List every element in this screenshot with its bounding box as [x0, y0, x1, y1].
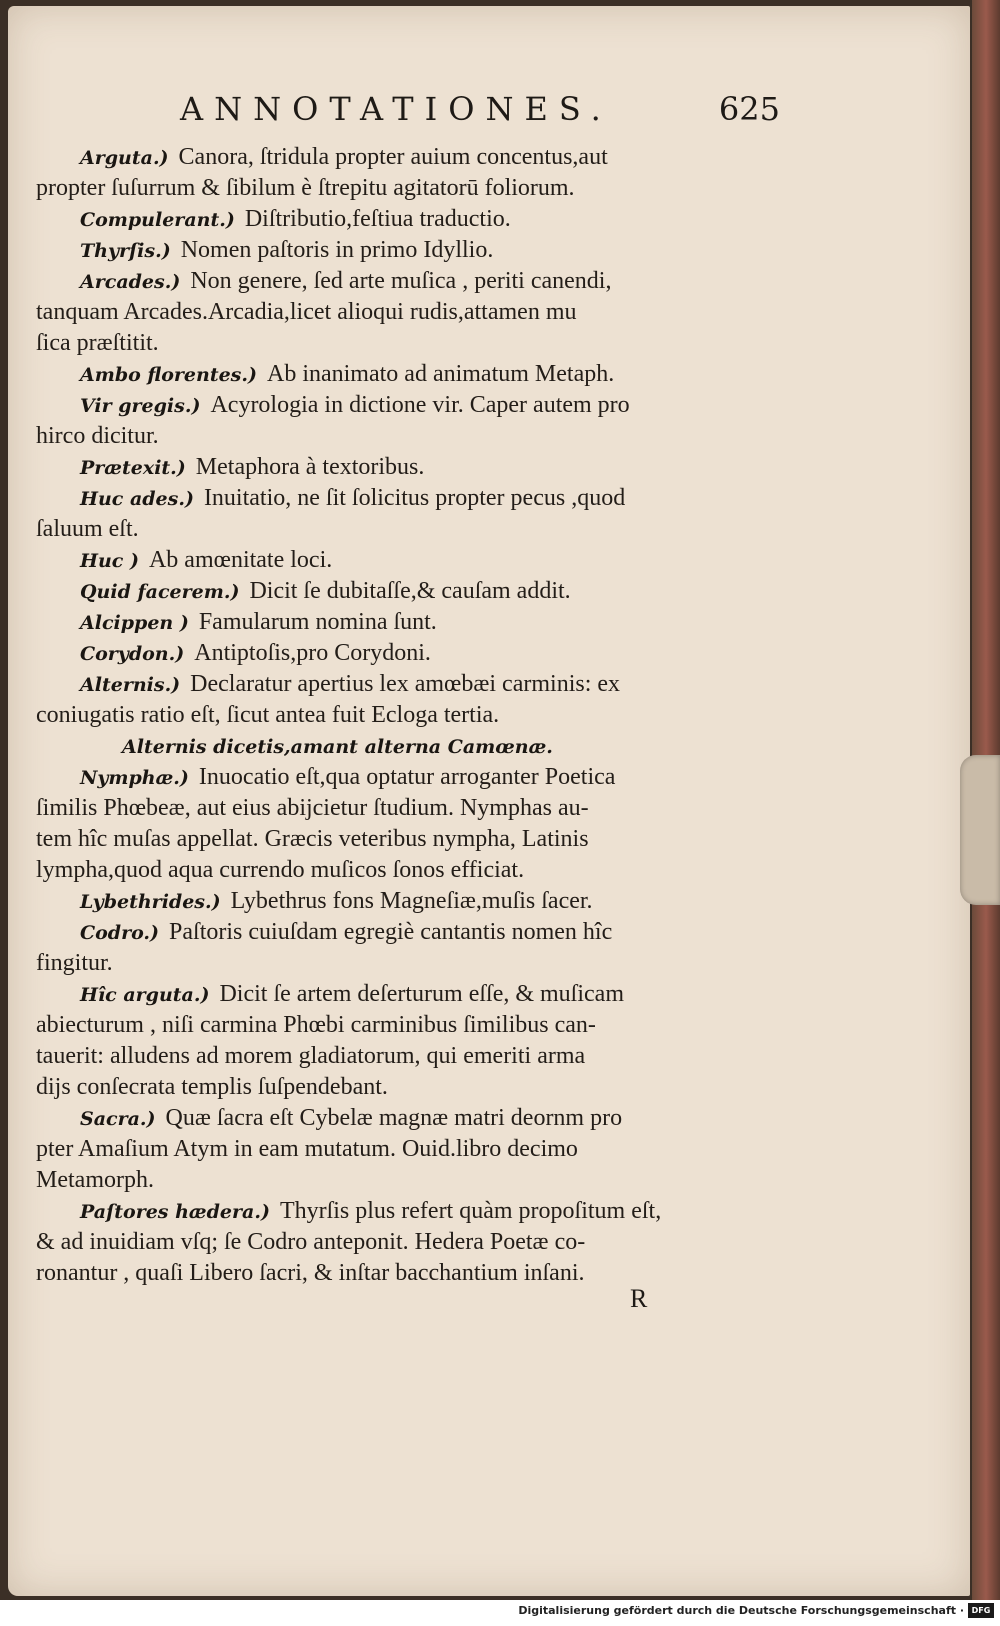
line-text: Paſtoris cuiuſdam egregiè cantantis nomen hîc [169, 919, 613, 945]
dfg-logo: DFG [968, 1603, 994, 1618]
text-line [36, 390, 776, 421]
line-text: ſaluum eſt. [36, 516, 139, 542]
lemma: Sacra.) [80, 1108, 156, 1130]
text-line [36, 328, 776, 359]
text-line [36, 731, 776, 762]
text-line [36, 948, 776, 979]
line-text: Non genere, ſed arte muſica , periti canendi, [190, 268, 612, 294]
text-line [36, 638, 776, 669]
text-line [36, 359, 776, 390]
text-line [36, 1165, 776, 1196]
line-text: propter ſuſurrum & ſibilum è ſtrepitu agitatorū foliorum. [36, 175, 575, 201]
text-line [36, 1258, 776, 1289]
line-text: & ad inuidiam vſq; ſe Codro anteponit. Hedera Poetæ co- [36, 1229, 586, 1255]
line-text: Lybethrus fons Magneſiæ,muſis ſacer. [230, 888, 593, 914]
line-text: Metaphora à textoribus. [195, 454, 425, 480]
line-text: fingitur. [36, 950, 113, 976]
line-text: pter Amaſium Atym in eam mutatum. Ouid.libro decimo [36, 1136, 578, 1162]
text-line [36, 1134, 776, 1165]
lemma: Arguta.) [80, 147, 169, 169]
lemma: Arcades.) [80, 271, 181, 293]
text-line [36, 1227, 776, 1258]
lemma: Nymphæ.) [80, 767, 189, 789]
text-line [36, 452, 776, 483]
line-text: Dicit ſe dubitaſſe,& cauſam addit. [249, 578, 571, 604]
text-line [36, 204, 776, 235]
line-text: Ab inanimato ad animatum Metaph. [266, 361, 615, 387]
lemma: Corydon.) [80, 643, 185, 665]
lemma: Prætexit.) [80, 457, 186, 479]
line-text: tanquam Arcades.Arcadia,licet alioqui rudis,attamen mu [36, 299, 577, 325]
lemma: Alternis.) [80, 674, 181, 696]
lemma: Ambo florentes.) [80, 364, 257, 386]
text-line [36, 421, 776, 452]
line-text: tauerit: alludens ad morem gladiatorum, qui emeriti arma [36, 1043, 586, 1069]
running-title: ANNOTATIONES. [180, 90, 612, 128]
line-text: Dicit ſe artem deſerturum eſſe, & muſicam [219, 981, 624, 1007]
lemma: Huc ) [80, 550, 139, 572]
lemma: Hîc arguta.) [80, 984, 210, 1006]
lemma: Lybethrides.) [80, 891, 221, 913]
line-text: hirco dicitur. [36, 423, 159, 449]
text-line [36, 1041, 776, 1072]
text-line [36, 1196, 776, 1227]
line-text: Metamorph. [36, 1167, 154, 1193]
text-line [36, 700, 776, 731]
lemma: Huc ades.) [80, 488, 194, 510]
book-page [8, 6, 970, 1596]
text-line [36, 1010, 776, 1041]
lemma: Vir gregis.) [80, 395, 201, 417]
lemma: Compulerant.) [80, 209, 235, 231]
text-line [36, 793, 776, 824]
line-text: abiecturum , niſi carmina Phœbi carminibus ſimilibus can- [36, 1012, 596, 1038]
line-text: Diſtributio,feſtiua traductio. [244, 206, 511, 232]
line-text: Ab amœnitate loci. [148, 547, 333, 573]
lemma: Codro.) [80, 922, 160, 944]
text-line [36, 266, 776, 297]
text-line [36, 545, 776, 576]
text-line [36, 886, 776, 917]
verse-quotation: Alternis dicetis,amant alterna Camœnæ. [122, 736, 553, 758]
line-text: Acyrologia in dictione vir. Caper autem pro [210, 392, 630, 418]
text-line [36, 142, 776, 173]
text-line [36, 917, 776, 948]
line-text: dijs conſecrata templis ſuſpendebant. [36, 1074, 388, 1100]
line-text: Antiptoſis,pro Corydoni. [194, 640, 431, 666]
text-line [36, 607, 776, 638]
lemma: Alcippen ) [80, 612, 189, 634]
text-line [36, 762, 776, 793]
line-text: ſica præſtitit. [36, 330, 159, 356]
page-header [180, 90, 780, 140]
footer-bar [0, 1600, 1000, 1626]
text-line [36, 669, 776, 700]
page-number: 625 [718, 90, 780, 128]
text-line [36, 297, 776, 328]
text-line [36, 855, 776, 886]
line-text: Declaratur apertius lex amœbæi carminis: ex [190, 671, 621, 697]
text-line [36, 483, 776, 514]
text-line [36, 173, 776, 204]
lemma: Thyrſis.) [80, 240, 171, 262]
line-text: Canora, ſtridula propter auium concentus,aut [178, 144, 608, 170]
footer-credit: Digitalisierung gefördert durch die Deutsche Forschungsgemeinschaft · [518, 1604, 964, 1617]
line-text: ronantur , quaſi Libero ſacri, & inſtar bacchantium inſani. [36, 1260, 585, 1286]
line-text: Inuocatio eſt,qua optatur arroganter Poetica [198, 764, 616, 790]
text-line [36, 979, 776, 1010]
line-text: Nomen paſtoris in primo Idyllio. [180, 237, 494, 263]
lemma: Paſtores hædera.) [80, 1201, 270, 1223]
line-text: lympha,quod aqua currendo muſicos ſonos efficiat. [36, 857, 525, 883]
line-text: Famularum nomina ſunt. [198, 609, 437, 635]
lemma: Quid facerem.) [80, 581, 240, 603]
catchword: R [630, 1284, 648, 1313]
line-text: coniugatis ratio eſt, ſicut antea fuit Ecloga tertia. [36, 702, 500, 728]
text-line [36, 235, 776, 266]
line-text: Inuitatio, ne ſit ſolicitus propter pecus ,quod [203, 485, 626, 511]
line-text: Quæ ſacra eſt Cybelæ magnæ matri deornm pro [165, 1105, 623, 1131]
text-line [36, 576, 776, 607]
text-line [36, 1072, 776, 1103]
text-line [36, 514, 776, 545]
page-clip [960, 755, 1000, 905]
text-line [36, 824, 776, 855]
annotation-text [36, 142, 776, 1289]
line-text: tem hîc muſas appellat. Græcis veteribus nympha, Latinis [36, 826, 589, 852]
line-text: Thyrſis plus refert quàm propoſitum eſt, [279, 1198, 662, 1224]
line-text: ſimilis Phœbeæ, aut eius abijcietur ſtudium. Nymphas au- [36, 795, 589, 821]
text-line [36, 1103, 776, 1134]
